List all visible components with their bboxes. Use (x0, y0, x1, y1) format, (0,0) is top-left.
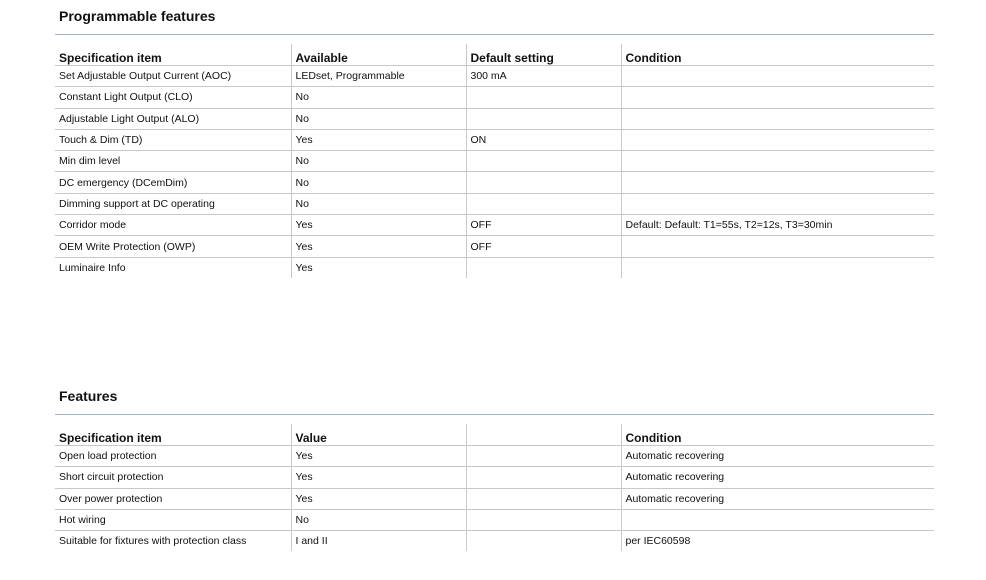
table-cell (466, 488, 621, 509)
table-cell: Yes (291, 467, 466, 488)
column-header-available: Available (291, 44, 466, 66)
table-cell (621, 151, 934, 172)
table-cell: No (291, 509, 466, 530)
table-row (55, 509, 934, 530)
table-cell: Short circuit protection (55, 467, 291, 488)
table-cell (466, 193, 621, 214)
table-cell (621, 257, 934, 278)
table-cell: Touch & Dim (TD) (55, 129, 291, 150)
table-row (55, 172, 934, 193)
table-cell: Yes (291, 236, 466, 257)
table-cell (466, 467, 621, 488)
table-cell: Adjustable Light Output (ALO) (55, 108, 291, 129)
table-cell (621, 87, 934, 108)
table-cell: Default: Default: T1=55s, T2=12s, T3=30min (621, 215, 934, 236)
table-cell (466, 446, 621, 467)
table-cell (466, 108, 621, 129)
table-cell: Dimming support at DC operating (55, 193, 291, 214)
table-header-row (55, 424, 934, 446)
table-row (55, 446, 934, 467)
table-row (55, 151, 934, 172)
table-row (55, 467, 934, 488)
table-cell: OEM Write Protection (OWP) (55, 236, 291, 257)
programmable-features-title: Programmable features (59, 8, 216, 24)
table-cell (466, 257, 621, 278)
table-cell (466, 151, 621, 172)
column-header-value: Value (291, 424, 466, 446)
table-row (55, 66, 934, 87)
table-cell: Automatic recovering (621, 488, 934, 509)
column-header-specification-item: Specification item (55, 424, 291, 446)
table-cell (466, 509, 621, 530)
column-header-default-setting: Default setting (466, 44, 621, 66)
table-cell: Corridor mode (55, 215, 291, 236)
table-header-row (55, 44, 934, 66)
table-cell: Automatic recovering (621, 467, 934, 488)
table-cell (466, 87, 621, 108)
table-cell: Set Adjustable Output Current (AOC) (55, 66, 291, 87)
table-cell: DC emergency (DCemDim) (55, 172, 291, 193)
features-table (55, 424, 934, 551)
table-cell: Automatic recovering (621, 446, 934, 467)
table-cell: LEDset, Programmable (291, 66, 466, 87)
table-cell (621, 108, 934, 129)
table-cell: OFF (466, 236, 621, 257)
table-cell (466, 531, 621, 552)
section-divider (55, 34, 934, 35)
table-cell: Yes (291, 129, 466, 150)
features-title: Features (59, 388, 118, 404)
table-row (55, 257, 934, 278)
table-cell (621, 172, 934, 193)
section-divider (55, 414, 934, 415)
table-row (55, 531, 934, 552)
table-row (55, 215, 934, 236)
table-row (55, 129, 934, 150)
table-cell: ON (466, 129, 621, 150)
table-cell: Hot wiring (55, 509, 291, 530)
programmable-features-rows (55, 66, 934, 278)
table-cell: No (291, 87, 466, 108)
column-header-specification-item: Specification item (55, 44, 291, 66)
table-cell: per IEC60598 (621, 531, 934, 552)
table-cell (621, 509, 934, 530)
table-cell: Yes (291, 257, 466, 278)
table-cell: Over power protection (55, 488, 291, 509)
table-cell: Yes (291, 215, 466, 236)
table-cell (621, 193, 934, 214)
table-cell: Min dim level (55, 151, 291, 172)
table-cell: No (291, 151, 466, 172)
table-cell: 300 mA (466, 66, 621, 87)
table-cell (621, 66, 934, 87)
table-cell: OFF (466, 215, 621, 236)
table-cell: Constant Light Output (CLO) (55, 87, 291, 108)
table-cell: No (291, 108, 466, 129)
table-cell (466, 172, 621, 193)
table-cell: I and II (291, 531, 466, 552)
table-row (55, 488, 934, 509)
table-cell: No (291, 193, 466, 214)
table-cell: Open load protection (55, 446, 291, 467)
column-header-empty (466, 424, 621, 446)
column-header-condition: Condition (621, 424, 934, 446)
programmable-features-table (55, 44, 934, 278)
table-row (55, 87, 934, 108)
table-cell: No (291, 172, 466, 193)
table-row (55, 108, 934, 129)
table-cell: Luminaire Info (59, 261, 126, 274)
table-cell (621, 129, 934, 150)
table-row (55, 236, 934, 257)
table-cell: Yes (291, 488, 466, 509)
features-rows (55, 446, 934, 552)
column-header-condition: Condition (621, 44, 934, 66)
table-cell (621, 236, 934, 257)
table-cell: Yes (291, 446, 466, 467)
table-row (55, 193, 934, 214)
table-cell: Suitable for fixtures with protection class (59, 535, 247, 548)
